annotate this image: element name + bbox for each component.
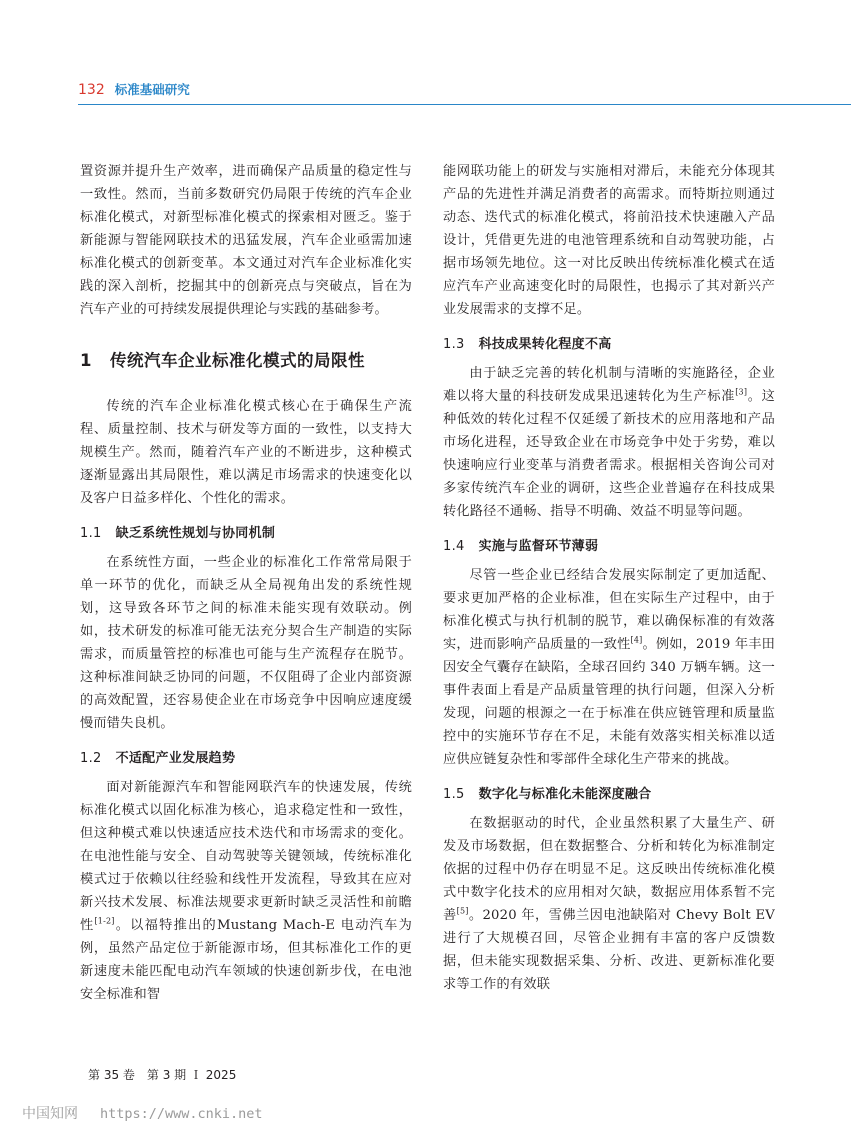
running-header bbox=[78, 80, 190, 102]
journal-section-name: 标准基础研究 bbox=[114, 82, 190, 97]
paragraph bbox=[443, 564, 775, 771]
paragraph: 传统的汽车企业标准化模式核心在于确保生产流程、质量控制、技术与研发等方面的一致性，以支持大规模生产。然而，随着汽车产业的不断进步，这种模式逐渐显露出其局限性，难以满足市场需求的快速变化以及客户日益多样化、个性化的需求。 bbox=[80, 399, 412, 506]
paragraph-text: 。这种低效的转化过程不仅延缓了新技术的应用落地和产品市场化进程，还导致企业在市场竞争中处于劣势，难以快速响应行业变革与消费者需求。根据相关咨询公司对多家传统汽车企业的调研，这些企业普遍存在科技成果转化路径不通畅、指导不明确、效益不明显等问题。 bbox=[443, 389, 776, 519]
paragraph: 置资源并提升生产效率，进而确保产品质量的稳定性与一致性。然而，当前多数研究仍局限于传统的汽车企业标准化模式，对新型标准化模式的探索相对匮乏。鉴于新能源与智能网联技术的迅猛发展，汽车企业亟需加速标准化模式的创新变革。本文通过对汽车企业标准化实践的深入剖析，挖掘其中的创新亮点与突破点，旨在为汽车产业的可持续发展提供理论与实践的基础参考。 bbox=[80, 164, 412, 317]
subsection-heading-1-4 bbox=[443, 535, 775, 554]
left-column bbox=[80, 160, 412, 1006]
issue-footer: 第 35 卷 第 3 期 Ｉ 2025 bbox=[88, 1068, 237, 1082]
subsection-heading-1-1 bbox=[80, 522, 412, 541]
paragraph: 在系统性方面，一些企业的标准化工作常常局限于单一环节的优化，而缺乏从全局视角出发的系统性规划，这导致各环节之间的标准未能实现有效联动。例如，技术研发的标准可能无法充分契合生产制造的实际需求，而质量管控的标准也可能与生产流程存在脱节。这种标准间缺乏协同的问题，不仅阻碍了企业内部资源的高效配置，还容易使企业在市场竞争中因响应速度缓慢而错失良机。 bbox=[80, 555, 412, 731]
section-heading-1 bbox=[80, 347, 412, 371]
subsection-title: 不适配产业发展趋势 bbox=[115, 751, 236, 766]
subsection-number: 1.4 bbox=[443, 539, 465, 554]
citation-ref[interactable]: [1-2] bbox=[94, 916, 115, 926]
paragraph-text: 由于缺乏完善的转化机制与清晰的实施路径，企业难以将大量的科技研发成果迅速转化为生产标准 bbox=[443, 366, 775, 404]
paragraph: 能网联功能上的研发与实施相对滞后，未能充分体现其产品的先进性并满足消费者的高需求。而特斯拉则通过动态、迭代式的标准化模式，将前沿技术快速融入产品设计，凭借更先进的电池管理系统和自动驾驶功能，占据市场领先地位。这一对比反映出传统标准化模式在适应汽车产业高速变化时的局限性，也揭示了其对新兴产业发展需求的支撑不足。 bbox=[443, 164, 775, 317]
page-number: 132 bbox=[78, 82, 105, 98]
subsection-title: 数字化与标准化未能深度融合 bbox=[478, 787, 652, 802]
paragraph-text: 在数据驱动的时代，企业虽然积累了大量生产、研发及市场数据，但在数据整合、分析和转化为标准制定依据的过程中仍存在明显不足。这反映出传统标准化模式中数字化技术的应用相对欠缺，数据应用体系暂不完善 bbox=[443, 816, 775, 923]
paragraph bbox=[443, 362, 775, 523]
subsection-heading-1-3 bbox=[443, 333, 775, 352]
subsection-title: 科技成果转化程度不高 bbox=[478, 337, 612, 352]
paragraph-text: 尽管一些企业已经结合发展实际制定了更加适配、要求更加严格的企业标准，但在实际生产过程中，由于标准化模式与执行机制的脱节，难以确保标准的有效落实，进而影响产品质量的一致性 bbox=[443, 568, 775, 652]
citation-ref[interactable]: [3] bbox=[735, 387, 748, 397]
citation-ref[interactable]: [5] bbox=[456, 906, 469, 916]
subsection-heading-1-2 bbox=[80, 747, 412, 766]
paragraph-text: 。以福特推出的Mustang Mach-E 电动汽车为例，虽然产品定位于新能源市场，但其标准化工作的更新速度未能匹配电动汽车领域的快速创新步伐，在电池安全标准和智 bbox=[80, 918, 412, 1002]
paragraph-text: 。例如，2019 年丰田因安全气囊存在缺陷，全球召回约 340 万辆车辆。这一事件表面上看是产品质量管理的执行问题，但深入分析发现，问题的根源之一在于标准在供应链管理和质量监控中的实施环节存在不足，未能有效落实相关标准以适应供应链复杂性和零部件全球化生产带来的挑战。 bbox=[443, 637, 775, 767]
watermark-url[interactable]: https://www.cnki.net bbox=[100, 1106, 263, 1122]
right-column bbox=[443, 160, 775, 996]
paragraph bbox=[443, 812, 775, 996]
paragraph-text: 。2020 年，雪佛兰因电池缺陷对 Chevy Bolt EV 进行了大规模召回，尽管企业拥有丰富的客户反馈数据，但未能实现数据采集、分析、改进、更新标准化要求等工作的有效联 bbox=[443, 908, 776, 992]
subsection-number: 1.3 bbox=[443, 337, 465, 352]
section-number: 1 bbox=[80, 351, 92, 370]
citation-ref[interactable]: [4] bbox=[630, 635, 643, 645]
subsection-number: 1.1 bbox=[80, 526, 102, 541]
paragraph-text: 面对新能源汽车和智能网联汽车的快速发展，传统标准化模式以固化标准为核心，追求稳定性和一致性，但这种模式难以快速适应技术迭代和市场需求的变化。在电池性能与安全、自动驾驶等关键领域，传统标准化模式过于依赖以往经验和线性开发流程，导致其在应对新兴技术发展、标准法规要求更新时缺乏灵活性和前瞻性 bbox=[80, 780, 412, 933]
subsection-number: 1.5 bbox=[443, 787, 465, 802]
paragraph bbox=[80, 776, 412, 1006]
subsection-heading-1-5 bbox=[443, 783, 775, 802]
section-title: 传统汽车企业标准化模式的局限性 bbox=[109, 351, 365, 370]
subsection-number: 1.2 bbox=[80, 751, 102, 766]
subsection-title: 缺乏系统性规划与协同机制 bbox=[115, 526, 276, 541]
cnki-watermark bbox=[22, 1103, 263, 1123]
subsection-title: 实施与监督环节薄弱 bbox=[478, 539, 599, 554]
watermark-brand: 中国知网 bbox=[22, 1106, 78, 1122]
header-rule bbox=[78, 104, 851, 105]
